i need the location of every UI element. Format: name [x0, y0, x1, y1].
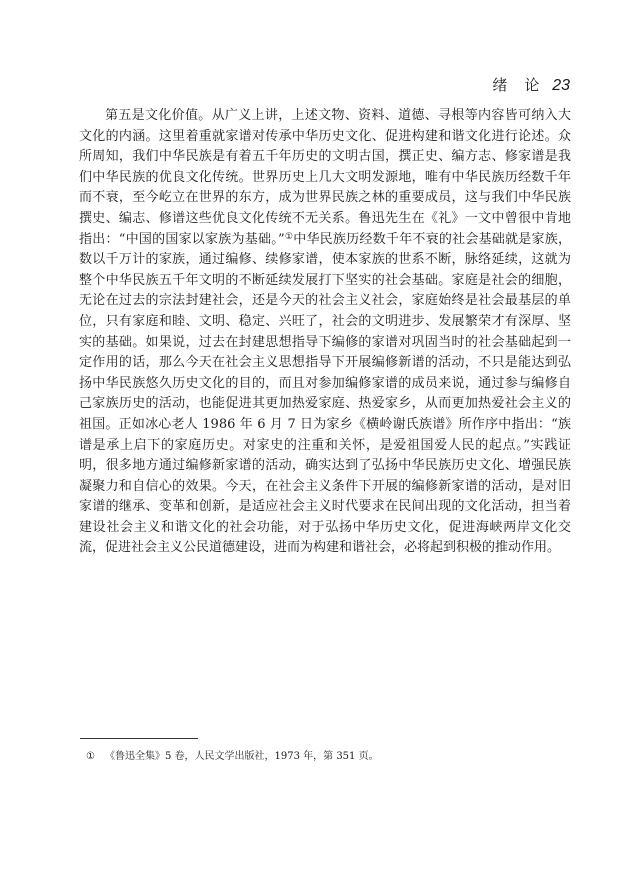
chapter-title: 绪 论	[492, 76, 541, 94]
paragraph-text-part2: 中华民族历经数千年不衰的社会基础就是家族，数以千万计的家族，通过编修、续修家谱，使本家族的世系不断，脉络延续，这就为整个中华民族五千年文明的不断延续发展打下坚实的社会基础。家庭是社会的细胞，无论在过去的宗法封建社会，还是今天的社会主义社会，家庭始终是社会最基层的单位，只有家庭和睦、文明、稳定、兴旺了，社会的文明进步、发展繁荣才有深厚、坚实的基础。如果说，过去在封建思想指导下编修的家谱对巩固当时的社会基础起到一定作用的话，那么今天在社会主义思想指导下开展编修新谱的活动，不只是能达到弘扬中华民族悠久历史文化的目的，而且对参加编修家谱的成员来说，通过参与编修自己家族历史的活动，也能促进其更加热爱家庭、热爱家乡，从而更加热爱社会主义的祖国。正如冰心老人 1986 年 6 月 7 日为家乡《横岭谢氏族谱》所作序中指出：“族谱是承上启下的家庭历史。对家史的注重和关怀，是爱祖国爱人民的起点。”实践证明，很多地方通过编修新家谱的活动，确实达到了弘扬中华民族历史文化、增强民族凝聚力和自信心的效果。今天，在社会主义条件下开展的编修新家谱的活动，是对旧家谱的继承、变革和创新，是适应社会主义时代要求在民间出现的文化活动，担当着建设社会主义和谐文化的社会功能，对于弘扬中华历史文化，促进海峡两岸文化交流，促进社会主义公民道德建设，进而为构建和谐社会，必将起到积极的推动作用。	[79, 231, 571, 556]
footnote	[86, 750, 566, 764]
running-head	[492, 76, 570, 95]
paragraph-text-part1: 第五是文化价值。从广义上讲，上述文物、资料、道德、寻根等内容皆可纳入大文化的内涵。这里着重就家谱对传承中华历史文化、促进构建和谐文化进行论述。众所周知，我们中华民族是有着五千年历史的文明古国，撰正史、编方志、修家谱是我们中华民族的优良文化传统。世界历史上几大文明发源地，唯有中华民族历经数千年而不衰，至今屹立在世界的东方，成为世界民族之林的重要成员，这与我们中华民族撰史、编志、修谱这些优良文化传统不无关系。鲁迅先生在《礼》一文中曾很中肯地指出：“中国的国家以家族为基础。”	[79, 108, 571, 247]
footnote-reference[interactable]: ①	[284, 231, 294, 242]
footnote-mark: ①	[86, 751, 95, 762]
page-number: 23	[552, 77, 570, 94]
footnote-divider	[80, 738, 198, 739]
body-paragraph	[79, 106, 571, 559]
footnote-text: 《鲁迅全集》5 卷，人民文学出版社，1973 年，第 351 页。	[104, 751, 379, 762]
